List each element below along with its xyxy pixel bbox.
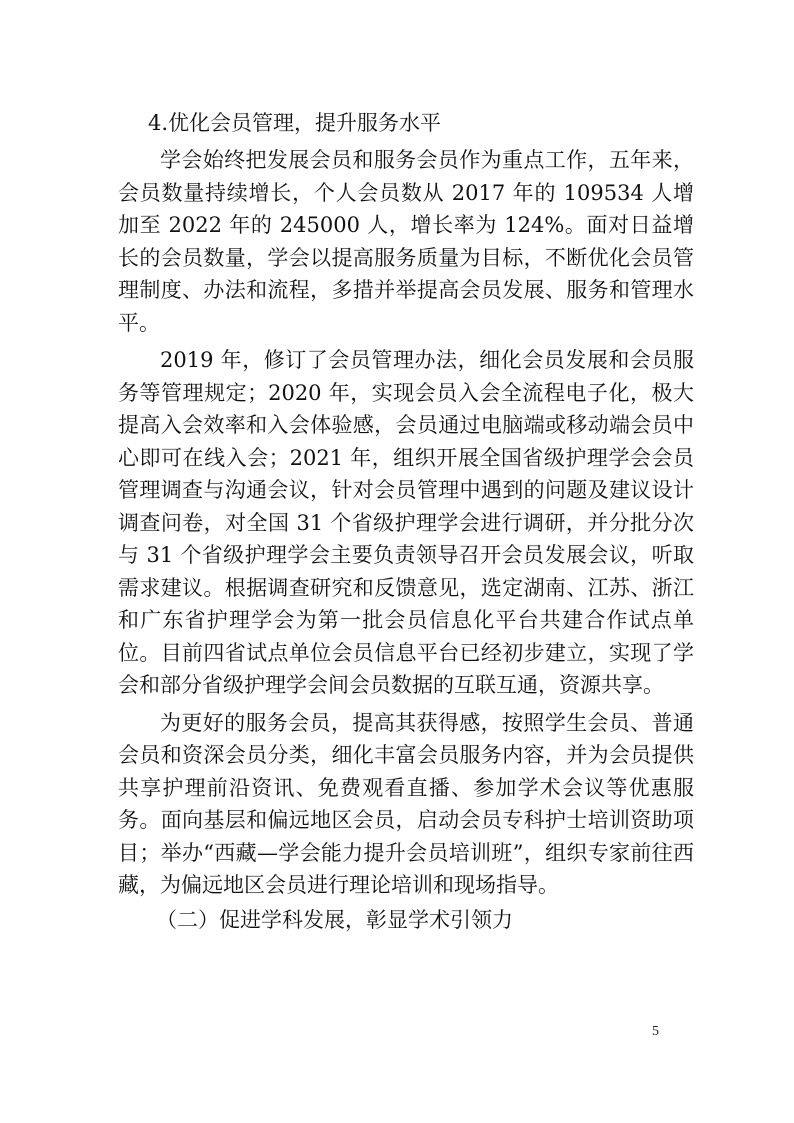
paragraph-member-services: 为更好的服务会员，提高其获得感，按照学生会员、普通会员和资深会员分类，细化丰富会员服务内容，并为会员提供共享护理前沿资讯、免费观看直播、参加学术会议等优惠服务。面向基层和偏远地区会员，启动会员专科护士培训资助项目；举办“西藏—学会能力提升会员培训班”，组织专家前往西藏，为偏远地区会员进行理论培训和现场指导。 (118, 710, 694, 897)
page-number: 5 (652, 1024, 659, 1039)
paragraph-management-reform: 2019 年，修订了会员管理办法，细化会员发展和会员服务等管理规定；2020 年，实现会员入会全流程电子化，极大提高入会效率和入会体验感，会员通过电脑端或移动端会员中心即可在线入会；2021 年，组织开展全国省级护理学会会员管理调查与沟通会议，针对会员管理中遇到的问题及建议设计调查问卷，对全国 31 个省级护理学会进行调研，并分批分次与 31 个省级护理学会主要负责领导召开会员发展会议，听取需求建议。根据调查研究和反馈意见，选定湖南、江苏、浙江和广东省护理学会为第一批会员信息化平台共建合作试点单位。目前四省试点单位会员信息平台已经初步建立，实现了学会和部分省级护理学会间会员数据的互联互通，资源共享。 (118, 348, 694, 697)
paragraph-membership-growth: 学会始终把发展会员和服务会员作为重点工作，五年来，会员数量持续增长，个人会员数从 2017 年的 109534 人增加至 2022 年的 245000 人，增长率为 124%。面对日益增长的会员数量，学会以提高服务质量为目标，不断优化会员管理制度、办法和流程，多措并举提高会员发展、服务和管理水平。 (118, 148, 694, 335)
section-heading: 4.优化会员管理，提升服务水平 (148, 111, 442, 135)
next-section-heading: （二）促进学科发展，彰显学术引领力 (156, 907, 513, 932)
page-body (118, 108, 694, 936)
